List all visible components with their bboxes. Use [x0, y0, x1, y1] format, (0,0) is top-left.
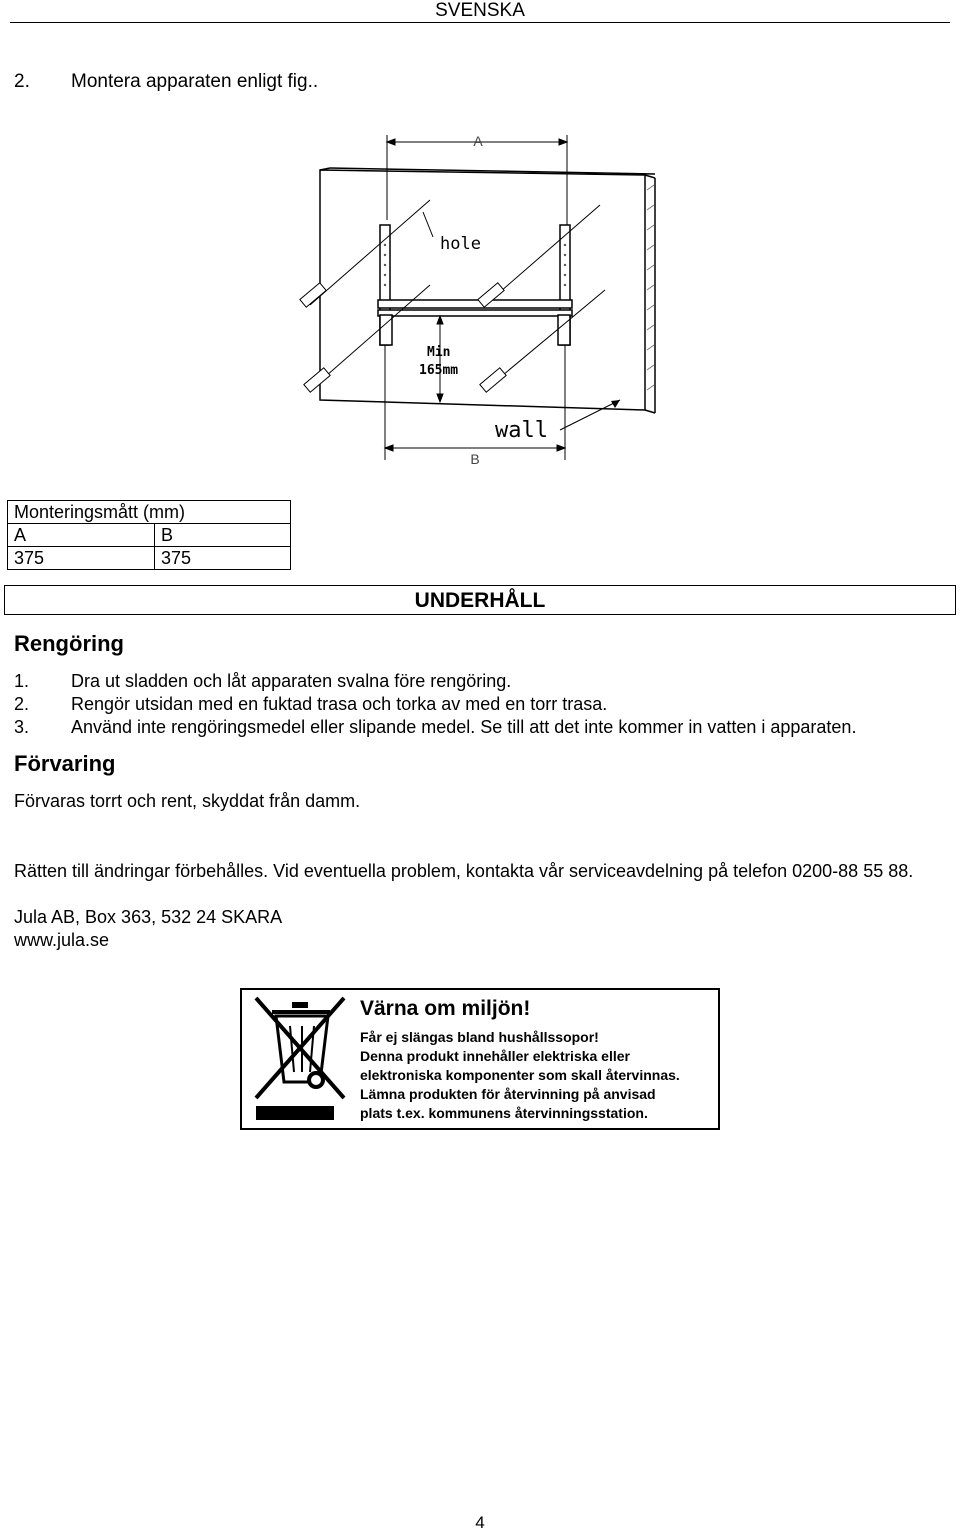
- list-item-number: 1.: [14, 671, 30, 691]
- heading-storage: Förvaring: [14, 751, 116, 776]
- weee-title: Värna om miljön!: [360, 997, 531, 1020]
- header-rule: [10, 22, 950, 23]
- label-hole: hole: [440, 234, 481, 254]
- label-min: Min: [427, 345, 451, 360]
- company-website[interactable]: www.jula.se: [14, 930, 110, 950]
- mount-step-text: Montera apparaten enligt fig..: [71, 71, 319, 92]
- section-title-underhall: UNDERHÅLL: [414, 589, 546, 612]
- cleaning-steps-list: [14, 670, 856, 739]
- list-item: [14, 670, 856, 693]
- weee-line: elektroniska komponenter som skall återvinnas.: [360, 1067, 680, 1083]
- list-item-number: 2.: [14, 694, 30, 714]
- wall-edge-hatch: [647, 185, 654, 390]
- weee-line: Denna produkt innehåller elektriska eller: [360, 1048, 630, 1064]
- label-a: A: [473, 133, 483, 149]
- mounting-diagram: [290, 130, 670, 470]
- list-item-text: Rengör utsidan med en fuktad trasa och torka av med en torr trasa.: [71, 694, 608, 714]
- list-item-text: Dra ut sladden och låt apparaten svalna före rengöring.: [71, 671, 512, 691]
- company-address: Jula AB, Box 363, 532 24 SKARA: [14, 907, 283, 927]
- weee-line: plats t.ex. kommunens återvinningsstation.: [360, 1105, 648, 1121]
- weee-line: Lämna produkten för återvinning på anvisad: [360, 1086, 656, 1102]
- storage-text: Förvaras torrt och rent, skyddat från damm.: [14, 791, 361, 811]
- list-item-number: 3.: [14, 717, 30, 737]
- weee-notice-box: [240, 988, 720, 1130]
- changes-notice: Rätten till ändringar förbehålles. Vid eventuella problem, kontakta vår serviceavdelning på telefon 0200-88 55 88.: [14, 861, 914, 881]
- label-165mm: 165mm: [419, 363, 459, 378]
- crossed-out-wheelie-bin-icon: [250, 994, 350, 1124]
- weee-line: Får ej slängas bland hushållssopor!: [360, 1029, 599, 1045]
- mount-step: [14, 70, 318, 94]
- weee-text: [360, 1028, 680, 1123]
- list-item: [14, 716, 856, 739]
- company-contact: [14, 906, 282, 952]
- header-language: SVENSKA: [435, 0, 525, 21]
- dimensions-value-a: 375: [8, 547, 155, 570]
- heading-cleaning: Rengöring: [14, 631, 124, 656]
- dimensions-header-a: A: [8, 524, 155, 547]
- dimensions-table-title: Monteringsmått (mm): [8, 501, 291, 524]
- dimensions-table: [7, 500, 291, 570]
- list-item: [14, 693, 856, 716]
- dimensions-value-b: 375: [155, 547, 291, 570]
- mount-step-number: 2.: [14, 71, 30, 92]
- label-wall: wall: [495, 418, 548, 443]
- dimensions-header-b: B: [155, 524, 291, 547]
- label-b: B: [470, 451, 480, 467]
- page-number: 4: [475, 1513, 485, 1532]
- list-item-text: Använd inte rengöringsmedel eller slipande medel. Se till att det inte kommer in vatten i apparaten.: [71, 717, 857, 737]
